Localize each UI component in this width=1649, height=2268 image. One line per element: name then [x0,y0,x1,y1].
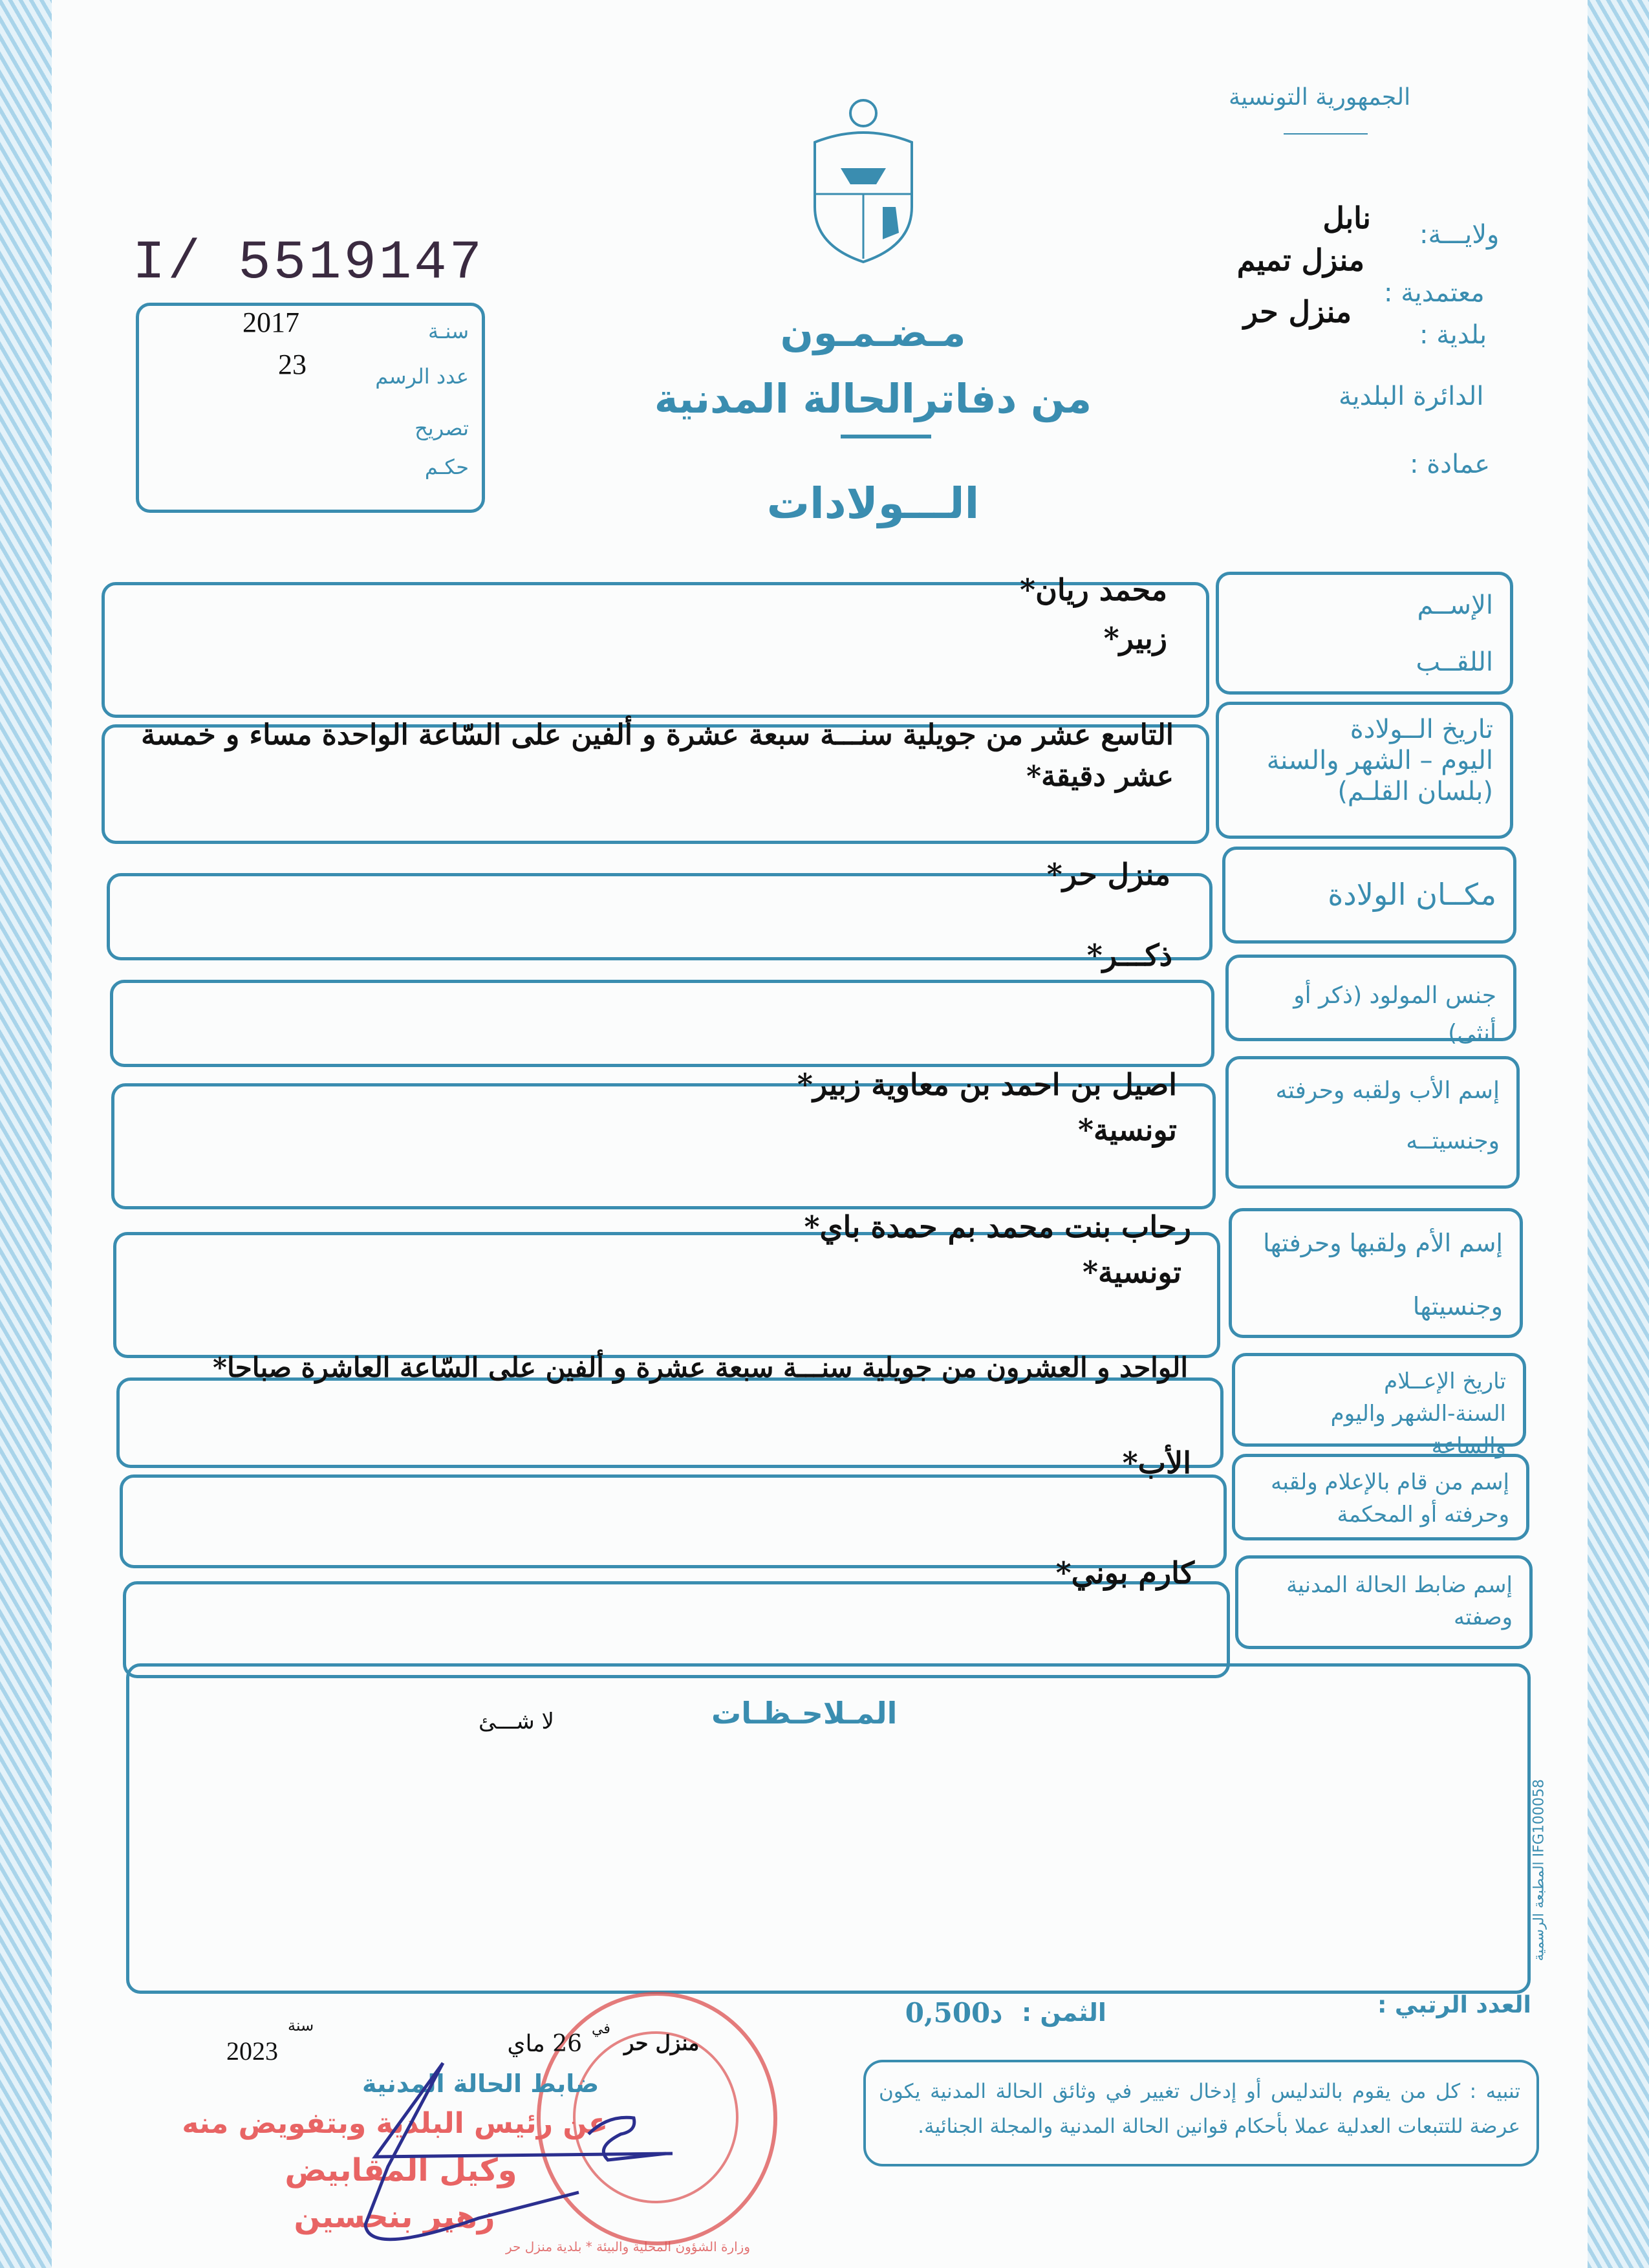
value-box-sex [110,938,1214,1067]
value-box-birth-place [107,857,1212,960]
label-declaration-date: تاريخ الإعــلام [1384,1368,1506,1394]
wilaya-value: نابل [1322,200,1371,235]
coat-of-arms-emblem [805,97,921,265]
record-number-label: عدد الرسم [375,364,469,389]
title-underline [841,435,931,438]
declaration-label: تصريح [415,416,469,440]
label-box-declarant [1232,1454,1529,1540]
label-day-month-year: اليوم – الشهر والسنة [1266,746,1493,775]
warning-box [863,2060,1539,2166]
value-box-declarant [120,1445,1227,1568]
issue-day-month: 26 ماي [507,2031,582,2057]
birth-date-value: التاسع عشر من جويلية سنـــة سبعة عشرة و ألفين على السّاعة الواحدة مساء و خمسة عشر دقيقة* [141,718,1174,793]
security-border-right [1588,0,1649,2268]
municipality-value: منزل حر [1243,294,1352,329]
value-box-father [111,1067,1216,1209]
issue-year-label: سنة [288,2016,314,2035]
value-box-name [102,572,1209,718]
label-box-sex [1225,955,1516,1046]
title-registers: من دفاترالحالة المدنية [654,375,1092,422]
stamp-line-1: عن رئيس البلدية وبتفويض منه [182,2107,608,2140]
printer-mark: المطبعة الرسمية IFG100058 [1531,1779,1547,1961]
delegation-value: منزل تميم [1236,243,1364,277]
seal-text: وزارة الشؤون المحلية والبيئة * بلدية منزل حر [505,2239,750,2254]
stamp-line-3: زهير بنحسين [294,2199,495,2235]
label-year-month-day-hour: السنة-الشهر واليوم والساعة [1330,1401,1506,1459]
declaration-date-value: الواحد و العشرون من جويلية سنـــة سبعة عشرة و ألفين على السّاعة العاشرة صباحا* [213,1352,1188,1383]
notes-label: المـلاحـظـات [711,1696,898,1731]
label-declarant: إسم من قام بالإعلام ولقبه [1271,1469,1509,1495]
handwritten-signature [285,2057,685,2251]
divider [1284,133,1368,135]
label-box-father [1225,1056,1520,1189]
birth-place-value: منزل حر* [1046,857,1170,892]
value-box-birth-date [102,718,1209,844]
father-nationality-value: تونسية* [1077,1112,1177,1147]
record-number-value: 23 [278,349,307,380]
declarant-value: الأب* [1122,1445,1191,1480]
first-name-value: محمد ريان* [1020,572,1167,607]
label-box-birth-date [1216,702,1513,839]
label-box-mother [1229,1208,1523,1338]
label-officer-capacity: وصفته [1454,1604,1513,1630]
officer-value: كارم بوني* [1055,1555,1194,1590]
sex-value: ذكـــر* [1086,938,1172,973]
record-box [136,303,485,513]
price-value: 0,500د [905,1997,1002,2029]
surname-value: زبير* [1103,621,1167,656]
at-label: في [592,2021,610,2037]
omda-label: عمادة : [1410,449,1491,479]
label-in-words: (بلسان القلـم) [1337,777,1493,806]
label-father: إسم الأب ولقبه وحرفته [1275,1077,1500,1104]
issue-year: 2023 [226,2036,278,2066]
label-mother: إسم الأم ولقبها وحرفتها [1263,1229,1503,1257]
label-declarant-profession: وحرفته أو المحكمة [1337,1502,1509,1528]
notes-value: لا شـــئ [479,1709,554,1734]
republic-title: الجمهورية التونسية [1229,84,1411,111]
delegation-label: معتمدية : [1384,278,1485,308]
stamp-line-2: وكيل المقابيض [285,2152,517,2188]
label-officer: إسم ضابط الحالة المدنية [1286,1572,1513,1598]
serial-number-label: العدد الرتبي : [1377,1992,1531,2018]
issue-place: منزل حر [624,2031,700,2055]
title-births: الـــولادات [766,479,980,528]
title-extract: مـضـمـون [780,310,966,356]
warning-text: تنبيه : كل من يقوم بالتدليس أو إدخال تغيير في وثائق الحالة المدنية يكون عرضة للتتبعات العدلية عملا بأحكام قوانين الحالة المدنية والمجلة الجنائية. [879,2080,1520,2138]
municipality-label: بلدية : [1419,320,1487,350]
label-surname: اللقــب [1416,647,1493,677]
value-box-declaration-date [116,1352,1223,1468]
mother-nationality-value: تونسية* [1082,1255,1181,1290]
security-border-left [0,0,52,2268]
mother-value: رحاب بنت محمد بم حمدة باي* [804,1209,1191,1244]
label-first-name: الإســم [1417,590,1493,620]
father-value: اصيل بن احمد بن معاوية زبير* [797,1067,1177,1102]
judgment-label: حكـم [424,455,469,479]
civil-officer-title: ضابط الحالة المدنية [362,2069,599,2098]
notes-box [126,1663,1531,1994]
district-label: الدائرة البلدية [1339,382,1484,411]
label-mother-nationality: وجنسيتها [1412,1292,1503,1321]
label-box-birth-place [1222,847,1516,944]
label-box-declaration-date [1232,1353,1526,1459]
year-value: 2017 [242,307,299,338]
label-sex: جنس المولود (ذكر أو أنثى) [1293,982,1496,1046]
serial-number: I/ 5519147 [133,233,485,294]
value-box-mother [113,1209,1220,1358]
label-box-officer [1235,1555,1533,1649]
wilaya-label: ولايـــة: [1419,220,1500,250]
year-label: سنـة [428,319,469,343]
label-box-name [1216,572,1513,695]
label-birth-place: مكــان الولادة [1328,877,1496,912]
label-father-nationality: وجنسيتــه [1406,1128,1500,1154]
label-birth-date: تاريخ الــولادة [1350,715,1493,744]
price-label: الثمن : [1022,1998,1106,2027]
